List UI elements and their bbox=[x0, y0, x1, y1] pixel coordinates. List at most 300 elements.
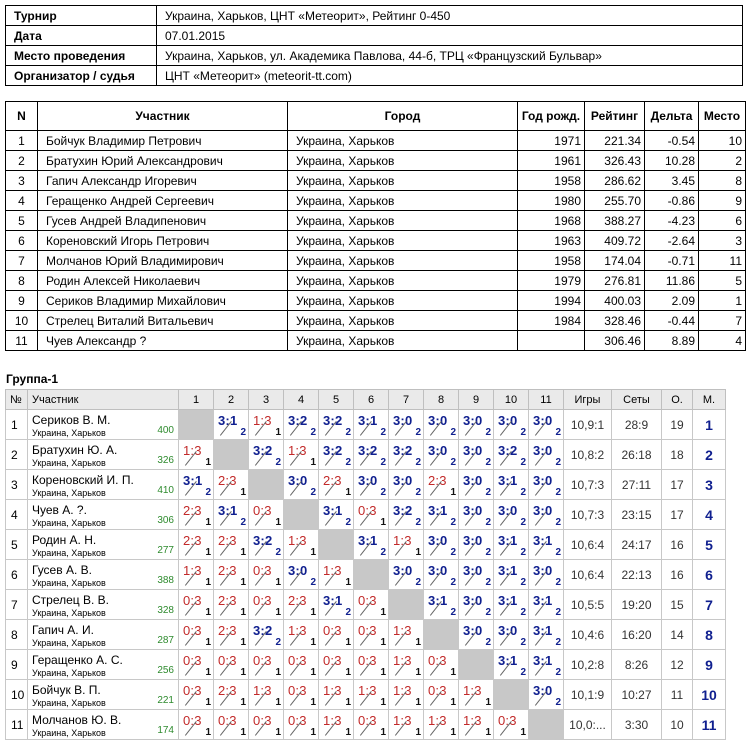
match-points: 2 bbox=[450, 547, 456, 558]
table-cell: 326.43 bbox=[585, 151, 645, 171]
match-points: 2 bbox=[555, 427, 561, 438]
match-score: 2:3 bbox=[183, 533, 202, 548]
match-result bbox=[354, 470, 388, 499]
match-score: 3:2 bbox=[253, 533, 273, 548]
match-result-cell bbox=[494, 500, 529, 530]
table-cell: Гапич Александр Игоревич bbox=[38, 171, 288, 191]
match-result bbox=[389, 650, 423, 679]
sets-total: 19:20 bbox=[612, 590, 662, 620]
match-result-cell bbox=[529, 530, 564, 560]
match-result-cell bbox=[424, 560, 459, 590]
match-score: 3:0 bbox=[393, 413, 413, 428]
final-place: 1 bbox=[693, 410, 726, 440]
match-points: 2 bbox=[450, 607, 456, 618]
match-result-cell bbox=[319, 470, 354, 500]
match-points: 1 bbox=[240, 607, 246, 618]
match-points: 1 bbox=[380, 607, 386, 618]
match-result-cell bbox=[459, 470, 494, 500]
match-result bbox=[424, 710, 458, 739]
grid-column-header: О. bbox=[662, 390, 693, 410]
match-points: 2 bbox=[555, 517, 561, 528]
match-result bbox=[249, 710, 283, 739]
match-result bbox=[284, 680, 318, 709]
grid-column-header: 5 bbox=[319, 390, 354, 410]
match-score: 3:0 bbox=[463, 623, 483, 638]
match-points: 2 bbox=[520, 607, 526, 618]
match-points: 2 bbox=[485, 637, 491, 648]
match-points: 2 bbox=[520, 427, 526, 438]
match-result-cell bbox=[249, 560, 284, 590]
match-score: 3:1 bbox=[183, 473, 203, 488]
match-points: 1 bbox=[240, 637, 246, 648]
grid-row bbox=[6, 620, 726, 650]
match-result-cell bbox=[354, 500, 389, 530]
match-points: 1 bbox=[415, 637, 421, 648]
match-score: 0:3 bbox=[253, 503, 272, 518]
match-score: 0:3 bbox=[323, 623, 342, 638]
match-score: 3:2 bbox=[498, 443, 518, 458]
match-result bbox=[179, 440, 213, 469]
match-points: 2 bbox=[485, 457, 491, 468]
match-result-cell bbox=[424, 650, 459, 680]
match-score: 2:3 bbox=[218, 473, 237, 488]
match-result bbox=[529, 560, 563, 589]
match-points: 2 bbox=[450, 457, 456, 468]
match-points: 2 bbox=[520, 577, 526, 588]
match-result bbox=[529, 410, 563, 439]
match-result-cell bbox=[249, 680, 284, 710]
table-cell: Геращенко Андрей Сергеевич bbox=[38, 191, 288, 211]
match-points: 1 bbox=[205, 667, 211, 678]
info-label: Место проведения bbox=[6, 46, 157, 66]
match-points: 1 bbox=[450, 697, 456, 708]
final-place: 11 bbox=[693, 710, 726, 740]
match-result-cell bbox=[529, 410, 564, 440]
participants-table bbox=[5, 101, 746, 351]
grid-row bbox=[6, 410, 726, 440]
match-points: 2 bbox=[485, 427, 491, 438]
table-cell: Украина, Харьков bbox=[288, 231, 518, 251]
sets-total: 27:11 bbox=[612, 470, 662, 500]
match-result-cell bbox=[424, 530, 459, 560]
match-points: 1 bbox=[240, 697, 246, 708]
match-score: 3:1 bbox=[358, 533, 378, 548]
match-result bbox=[214, 410, 248, 439]
info-label: Дата bbox=[6, 26, 157, 46]
grid-row bbox=[6, 500, 726, 530]
table-cell: 6 bbox=[699, 211, 746, 231]
sets-total: 10:27 bbox=[612, 680, 662, 710]
match-score: 2:3 bbox=[218, 623, 237, 638]
match-score: 2:3 bbox=[218, 683, 237, 698]
player-name: Гусев А. В. bbox=[32, 562, 92, 577]
match-result bbox=[494, 470, 528, 499]
match-result bbox=[354, 440, 388, 469]
table-cell: Украина, Харьков bbox=[288, 211, 518, 231]
player-city: Украина, Харьков bbox=[32, 577, 106, 588]
table-row bbox=[6, 211, 746, 231]
final-place: 6 bbox=[693, 560, 726, 590]
match-result-cell bbox=[179, 710, 214, 740]
match-result bbox=[249, 500, 283, 529]
match-result-cell bbox=[354, 590, 389, 620]
points-total: 14 bbox=[662, 620, 693, 650]
info-value: 07.01.2015 bbox=[157, 26, 743, 46]
player-rating: 221 bbox=[157, 695, 174, 706]
table-cell: Украина, Харьков bbox=[288, 191, 518, 211]
column-header: Рейтинг bbox=[585, 102, 645, 131]
match-points: 2 bbox=[520, 547, 526, 558]
sets-total: 22:13 bbox=[612, 560, 662, 590]
grid-row bbox=[6, 560, 726, 590]
grid-column-header: Сеты bbox=[612, 390, 662, 410]
match-result bbox=[529, 440, 563, 469]
match-points: 2 bbox=[450, 577, 456, 588]
match-result bbox=[494, 560, 528, 589]
match-result bbox=[354, 620, 388, 649]
match-result-cell bbox=[529, 680, 564, 710]
table-cell: 328.46 bbox=[585, 311, 645, 331]
points-total: 16 bbox=[662, 530, 693, 560]
match-points: 2 bbox=[275, 547, 281, 558]
match-points: 1 bbox=[345, 487, 351, 498]
player-rating: 410 bbox=[157, 485, 174, 496]
info-label: Организатор / судья bbox=[6, 66, 157, 86]
participants-header-row bbox=[6, 102, 746, 131]
grid-diagonal-cell bbox=[459, 650, 494, 680]
table-cell: 388.27 bbox=[585, 211, 645, 231]
match-result bbox=[249, 410, 283, 439]
table-cell: 1968 bbox=[518, 211, 585, 231]
match-result-cell bbox=[424, 590, 459, 620]
grid-row bbox=[6, 530, 726, 560]
table-cell: Украина, Харьков bbox=[288, 251, 518, 271]
points-total: 19 bbox=[662, 410, 693, 440]
match-score: 2:3 bbox=[288, 593, 307, 608]
table-cell: Украина, Харьков bbox=[288, 311, 518, 331]
match-result bbox=[319, 560, 353, 589]
match-result-cell bbox=[214, 560, 249, 590]
table-cell: 409.72 bbox=[585, 231, 645, 251]
table-cell: 8 bbox=[699, 171, 746, 191]
match-result-cell bbox=[424, 500, 459, 530]
grid-diagonal-cell bbox=[424, 620, 459, 650]
player-name: Сериков В. М. bbox=[32, 412, 111, 427]
match-result-cell bbox=[284, 470, 319, 500]
match-result bbox=[214, 560, 248, 589]
player-city: Украина, Харьков bbox=[32, 607, 106, 618]
info-value: Украина, Харьков, ул. Академика Павлова, 44-б, ТРЦ «Французский Бульвар» bbox=[157, 46, 743, 66]
points-total: 11 bbox=[662, 680, 693, 710]
match-result bbox=[354, 680, 388, 709]
player-city: Украина, Харьков bbox=[32, 667, 106, 678]
points-total: 17 bbox=[662, 500, 693, 530]
grid-row-number: 6 bbox=[6, 560, 28, 590]
match-result bbox=[179, 470, 213, 499]
match-score: 3:0 bbox=[533, 413, 553, 428]
column-header: N bbox=[6, 102, 38, 131]
match-result bbox=[424, 470, 458, 499]
match-score: 1:3 bbox=[183, 563, 202, 578]
match-result-cell bbox=[284, 650, 319, 680]
table-cell: 2.09 bbox=[645, 291, 699, 311]
sets-total: 26:18 bbox=[612, 440, 662, 470]
match-points: 1 bbox=[345, 637, 351, 648]
grid-row-number: 3 bbox=[6, 470, 28, 500]
match-points: 1 bbox=[240, 577, 246, 588]
match-score: 1:3 bbox=[323, 683, 342, 698]
match-score: 2:3 bbox=[323, 473, 342, 488]
games-total: 10,0:... bbox=[564, 710, 612, 740]
grid-row-number: 1 bbox=[6, 410, 28, 440]
games-total: 10,5:5 bbox=[564, 590, 612, 620]
points-total: 18 bbox=[662, 440, 693, 470]
grid-diagonal-cell bbox=[214, 440, 249, 470]
grid-column-header: № bbox=[6, 390, 28, 410]
match-score: 0:3 bbox=[358, 713, 377, 728]
match-result bbox=[494, 590, 528, 619]
info-value: Украина, Харьков, ЦНТ «Метеорит», Рейтинг 0-450 bbox=[157, 6, 743, 26]
match-result-cell bbox=[179, 680, 214, 710]
player-name: Братухин Ю. А. bbox=[32, 442, 118, 457]
grid-diagonal-cell bbox=[319, 530, 354, 560]
player-city: Украина, Харьков bbox=[32, 547, 106, 558]
match-result-cell bbox=[354, 680, 389, 710]
grid-player-cell bbox=[28, 710, 179, 740]
match-result bbox=[459, 530, 493, 559]
sets-total: 23:15 bbox=[612, 500, 662, 530]
table-cell: 9 bbox=[6, 291, 38, 311]
match-score: 3:0 bbox=[463, 443, 483, 458]
match-score: 3:0 bbox=[533, 443, 553, 458]
table-cell: 9 bbox=[699, 191, 746, 211]
match-score: 0:3 bbox=[428, 653, 447, 668]
games-total: 10,7:3 bbox=[564, 500, 612, 530]
match-score: 3:1 bbox=[428, 503, 448, 518]
table-cell: -0.44 bbox=[645, 311, 699, 331]
match-result bbox=[389, 530, 423, 559]
match-points: 2 bbox=[415, 577, 421, 588]
match-score: 0:3 bbox=[323, 653, 342, 668]
final-place: 9 bbox=[693, 650, 726, 680]
match-score: 2:3 bbox=[218, 593, 237, 608]
match-result-cell bbox=[319, 500, 354, 530]
table-cell: 400.03 bbox=[585, 291, 645, 311]
match-points: 1 bbox=[205, 727, 211, 738]
grid-row bbox=[6, 440, 726, 470]
match-result bbox=[284, 410, 318, 439]
match-result bbox=[179, 710, 213, 739]
match-points: 2 bbox=[450, 517, 456, 528]
match-result bbox=[354, 500, 388, 529]
grid-player-cell bbox=[28, 440, 179, 470]
grid-row-number: 4 bbox=[6, 500, 28, 530]
grid-column-header: 11 bbox=[529, 390, 564, 410]
grid-row-number: 2 bbox=[6, 440, 28, 470]
match-points: 1 bbox=[310, 457, 316, 468]
match-points: 2 bbox=[345, 607, 351, 618]
grid-column-header: 4 bbox=[284, 390, 319, 410]
grid-player-cell bbox=[28, 650, 179, 680]
grid-row-number: 8 bbox=[6, 620, 28, 650]
table-row bbox=[6, 271, 746, 291]
match-points: 2 bbox=[275, 637, 281, 648]
match-points: 2 bbox=[240, 427, 246, 438]
match-result-cell bbox=[319, 410, 354, 440]
match-result bbox=[424, 590, 458, 619]
match-result-cell bbox=[214, 470, 249, 500]
column-header: Участник bbox=[38, 102, 288, 131]
match-score: 3:0 bbox=[533, 683, 553, 698]
match-points: 1 bbox=[450, 487, 456, 498]
match-score: 1:3 bbox=[358, 683, 377, 698]
match-points: 1 bbox=[310, 547, 316, 558]
match-points: 1 bbox=[380, 697, 386, 708]
match-score: 1:3 bbox=[428, 713, 447, 728]
table-cell: Бойчук Владимир Петрович bbox=[38, 131, 288, 151]
table-cell: 221.34 bbox=[585, 131, 645, 151]
match-result bbox=[214, 680, 248, 709]
match-score: 3:1 bbox=[533, 533, 553, 548]
match-score: 3:0 bbox=[288, 563, 308, 578]
match-score: 1:3 bbox=[288, 443, 307, 458]
table-cell: Стрелец Виталий Витальевич bbox=[38, 311, 288, 331]
match-points: 1 bbox=[485, 727, 491, 738]
grid-player-cell bbox=[28, 620, 179, 650]
match-score: 3:0 bbox=[463, 503, 483, 518]
match-result-cell bbox=[284, 710, 319, 740]
match-score: 3:1 bbox=[533, 623, 553, 638]
player-rating: 326 bbox=[157, 455, 174, 466]
match-result bbox=[214, 530, 248, 559]
match-result bbox=[424, 500, 458, 529]
match-score: 1:3 bbox=[323, 713, 342, 728]
match-result bbox=[389, 440, 423, 469]
final-place: 10 bbox=[693, 680, 726, 710]
table-cell: Братухин Юрий Александрович bbox=[38, 151, 288, 171]
match-result-cell bbox=[249, 410, 284, 440]
table-cell: 255.70 bbox=[585, 191, 645, 211]
match-points: 2 bbox=[380, 427, 386, 438]
points-total: 10 bbox=[662, 710, 693, 740]
match-result-cell bbox=[214, 530, 249, 560]
grid-diagonal-cell bbox=[179, 410, 214, 440]
match-points: 1 bbox=[450, 727, 456, 738]
match-result-cell bbox=[424, 680, 459, 710]
games-total: 10,6:4 bbox=[564, 530, 612, 560]
match-score: 3:2 bbox=[393, 503, 413, 518]
table-cell: 11 bbox=[699, 251, 746, 271]
match-result-cell bbox=[284, 680, 319, 710]
games-total: 10,6:4 bbox=[564, 560, 612, 590]
match-points: 1 bbox=[275, 667, 281, 678]
table-cell: 10 bbox=[699, 131, 746, 151]
player-rating: 400 bbox=[157, 425, 174, 436]
match-points: 2 bbox=[415, 517, 421, 528]
match-result bbox=[249, 560, 283, 589]
grid-row bbox=[6, 470, 726, 500]
match-result-cell bbox=[319, 680, 354, 710]
match-result-cell bbox=[389, 680, 424, 710]
table-cell: 3.45 bbox=[645, 171, 699, 191]
match-result bbox=[284, 440, 318, 469]
info-row bbox=[6, 26, 743, 46]
grid-diagonal-cell bbox=[284, 500, 319, 530]
match-result bbox=[179, 590, 213, 619]
match-points: 2 bbox=[555, 637, 561, 648]
match-result-cell bbox=[529, 470, 564, 500]
match-score: 0:3 bbox=[218, 713, 237, 728]
match-result-cell bbox=[494, 620, 529, 650]
match-result-cell bbox=[319, 710, 354, 740]
match-points: 1 bbox=[275, 727, 281, 738]
match-points: 1 bbox=[205, 637, 211, 648]
match-result bbox=[354, 590, 388, 619]
match-points: 2 bbox=[240, 517, 246, 528]
player-city: Украина, Харьков bbox=[32, 697, 106, 708]
match-points: 1 bbox=[380, 667, 386, 678]
match-points: 2 bbox=[380, 487, 386, 498]
match-points: 2 bbox=[345, 517, 351, 528]
match-score: 1:3 bbox=[253, 683, 272, 698]
match-result-cell bbox=[459, 560, 494, 590]
grid-row bbox=[6, 710, 726, 740]
match-points: 1 bbox=[485, 697, 491, 708]
table-cell: 1984 bbox=[518, 311, 585, 331]
table-cell: Украина, Харьков bbox=[288, 271, 518, 291]
grid-column-header: 9 bbox=[459, 390, 494, 410]
match-result-cell bbox=[284, 440, 319, 470]
match-result-cell bbox=[319, 560, 354, 590]
match-score: 3:0 bbox=[288, 473, 308, 488]
player-name: Геращенко А. С. bbox=[32, 652, 123, 667]
player-rating: 256 bbox=[157, 665, 174, 676]
match-result-cell bbox=[179, 440, 214, 470]
info-value: ЦНТ «Метеорит» (meteorit-tt.com) bbox=[157, 66, 743, 86]
table-cell: 1958 bbox=[518, 251, 585, 271]
grid-header-row bbox=[6, 390, 726, 410]
match-result-cell bbox=[179, 650, 214, 680]
player-rating: 306 bbox=[157, 515, 174, 526]
match-points: 2 bbox=[520, 667, 526, 678]
match-score: 3:0 bbox=[498, 623, 518, 638]
match-score: 3:0 bbox=[533, 503, 553, 518]
match-score: 3:0 bbox=[393, 473, 413, 488]
match-result bbox=[529, 590, 563, 619]
match-points: 2 bbox=[310, 487, 316, 498]
match-score: 3:2 bbox=[358, 443, 378, 458]
grid-column-header: 2 bbox=[214, 390, 249, 410]
match-points: 2 bbox=[520, 457, 526, 468]
match-score: 1:3 bbox=[183, 443, 202, 458]
table-row bbox=[6, 251, 746, 271]
match-result-cell bbox=[214, 500, 249, 530]
match-points: 1 bbox=[310, 637, 316, 648]
match-result bbox=[459, 470, 493, 499]
points-total: 17 bbox=[662, 470, 693, 500]
grid-diagonal-cell bbox=[249, 470, 284, 500]
match-points: 1 bbox=[310, 607, 316, 618]
match-result bbox=[214, 710, 248, 739]
match-result-cell bbox=[389, 410, 424, 440]
match-score: 3:1 bbox=[533, 593, 553, 608]
match-score: 1:3 bbox=[393, 623, 412, 638]
player-city: Украина, Харьков bbox=[32, 637, 106, 648]
match-points: 2 bbox=[555, 457, 561, 468]
match-result-cell bbox=[494, 530, 529, 560]
table-cell: 5 bbox=[6, 211, 38, 231]
match-result bbox=[179, 530, 213, 559]
